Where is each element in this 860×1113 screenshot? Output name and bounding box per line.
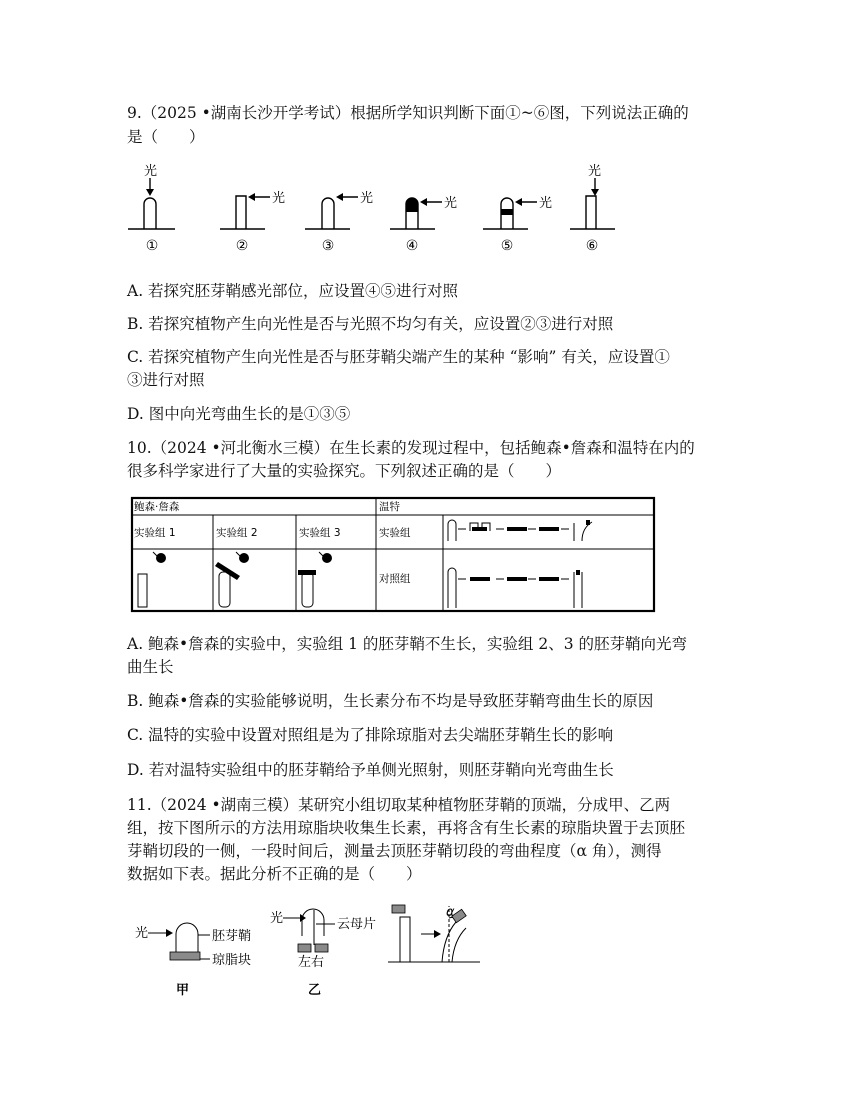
mica-label: 云母片 — [337, 917, 377, 932]
fig-number-4: ④ — [405, 238, 419, 254]
group-label-3: 实验组 3 — [299, 527, 341, 539]
q10-option-a-line2: 曲生长 — [127, 658, 174, 676]
agar-block-label: 琼脂块 — [212, 953, 252, 968]
fig-number-5: ⑤ — [500, 238, 514, 254]
went-row-control: 对照组 — [379, 573, 411, 585]
light-label: 光 — [144, 164, 158, 179]
q11-stem-line1: 11.（2024 •湖南三模）某研究小组切取某种植物胚芽鞘的顶端，分成甲、乙两 — [127, 796, 671, 814]
fig-number-6: ⑥ — [585, 238, 599, 254]
q10-option-a-line1: A. 鲍森•詹森的实验中，实验组 1 的胚芽鞘不生长，实验组 2、3 的胚芽鞘向光弯 — [127, 635, 687, 653]
light-label: 光 — [270, 911, 284, 926]
light-label: 光 — [539, 196, 553, 211]
q9-option-b: B. 若探究植物产生向光性是否与光照不均匀有关，应设置②③进行对照 — [127, 315, 614, 333]
q10-option-b: B. 鲍森•詹森的实验能够说明，生长素分布不均是导致胚芽鞘弯曲生长的原因 — [127, 692, 654, 710]
light-label: 光 — [135, 926, 149, 941]
q9-stem-line2: 是（ ） — [127, 128, 205, 146]
alpha-angle-label: α — [446, 905, 455, 920]
q9-option-d: D. 图中向光弯曲生长的是①③⑤ — [127, 405, 351, 423]
group-label-1: 实验组 1 — [134, 527, 176, 539]
group-yi-label: 乙 — [308, 983, 322, 998]
fig-number-1: ① — [145, 238, 159, 254]
q10-stem-line1: 10.（2024 •河北衡水三模）在生长素的发现过程中，包括鲍森•詹森和温特在内的 — [127, 439, 695, 457]
q11-stem-line2: 组，按下图所示的方法用琼脂块收集生长素，再将含有生长素的琼脂块置于去顶胚 — [127, 819, 686, 837]
q11-stem-line3: 芽鞘切段的一侧，一段时间后，测量去顶胚芽鞘切段的弯曲程度（α 角），测得 — [127, 842, 662, 860]
header-went: 温特 — [379, 501, 400, 513]
light-label: 光 — [588, 164, 602, 179]
coleoptile-label: 胚芽鞘 — [212, 929, 252, 944]
q11-figure — [130, 900, 490, 1000]
q10-option-d: D. 若对温特实验组中的胚芽鞘给予单侧光照射，则胚芽鞘向光弯曲生长 — [127, 761, 614, 779]
q11-stem-line4: 数据如下表。据此分析不正确的是（ ） — [127, 865, 422, 883]
light-label: 光 — [360, 191, 374, 206]
fig-number-2: ② — [235, 238, 249, 254]
left-right-label: 左右 — [298, 955, 325, 970]
light-label: 光 — [444, 196, 458, 211]
q9-light-labels — [144, 163, 601, 211]
group-jia-label: 甲 — [176, 983, 190, 998]
q9-option-c-line1: C. 若探究植物产生向光性是否与胚芽鞘尖端产生的某种 “影响” 有关，应设置① — [127, 348, 670, 366]
q10-stem-line2: 很多科学家进行了大量的实验探究。下列叙述正确的是（ ） — [127, 462, 562, 480]
q9-option-a: A. 若探究胚芽鞘感光部位，应设置④⑤进行对照 — [127, 282, 459, 300]
light-label: 光 — [272, 191, 286, 206]
header-boysen-jensen: 鲍森·詹森 — [134, 501, 180, 513]
q10-option-c: C. 温特的实验中设置对照组是为了排除琼脂对去尖端胚芽鞘生长的影响 — [127, 726, 614, 744]
q10-experiment-table — [130, 496, 657, 613]
q9-option-c-line2: ③进行对照 — [127, 371, 205, 389]
fig-number-3: ③ — [321, 238, 335, 254]
group-label-2: 实验组 2 — [216, 527, 258, 539]
went-row-experiment: 实验组 — [379, 527, 411, 539]
q9-stem-line1: 9.（2025 •湖南长沙开学考试）根据所学知识判断下面①~⑥图，下列说法正确的 — [127, 104, 689, 122]
q9-figure — [125, 158, 615, 256]
